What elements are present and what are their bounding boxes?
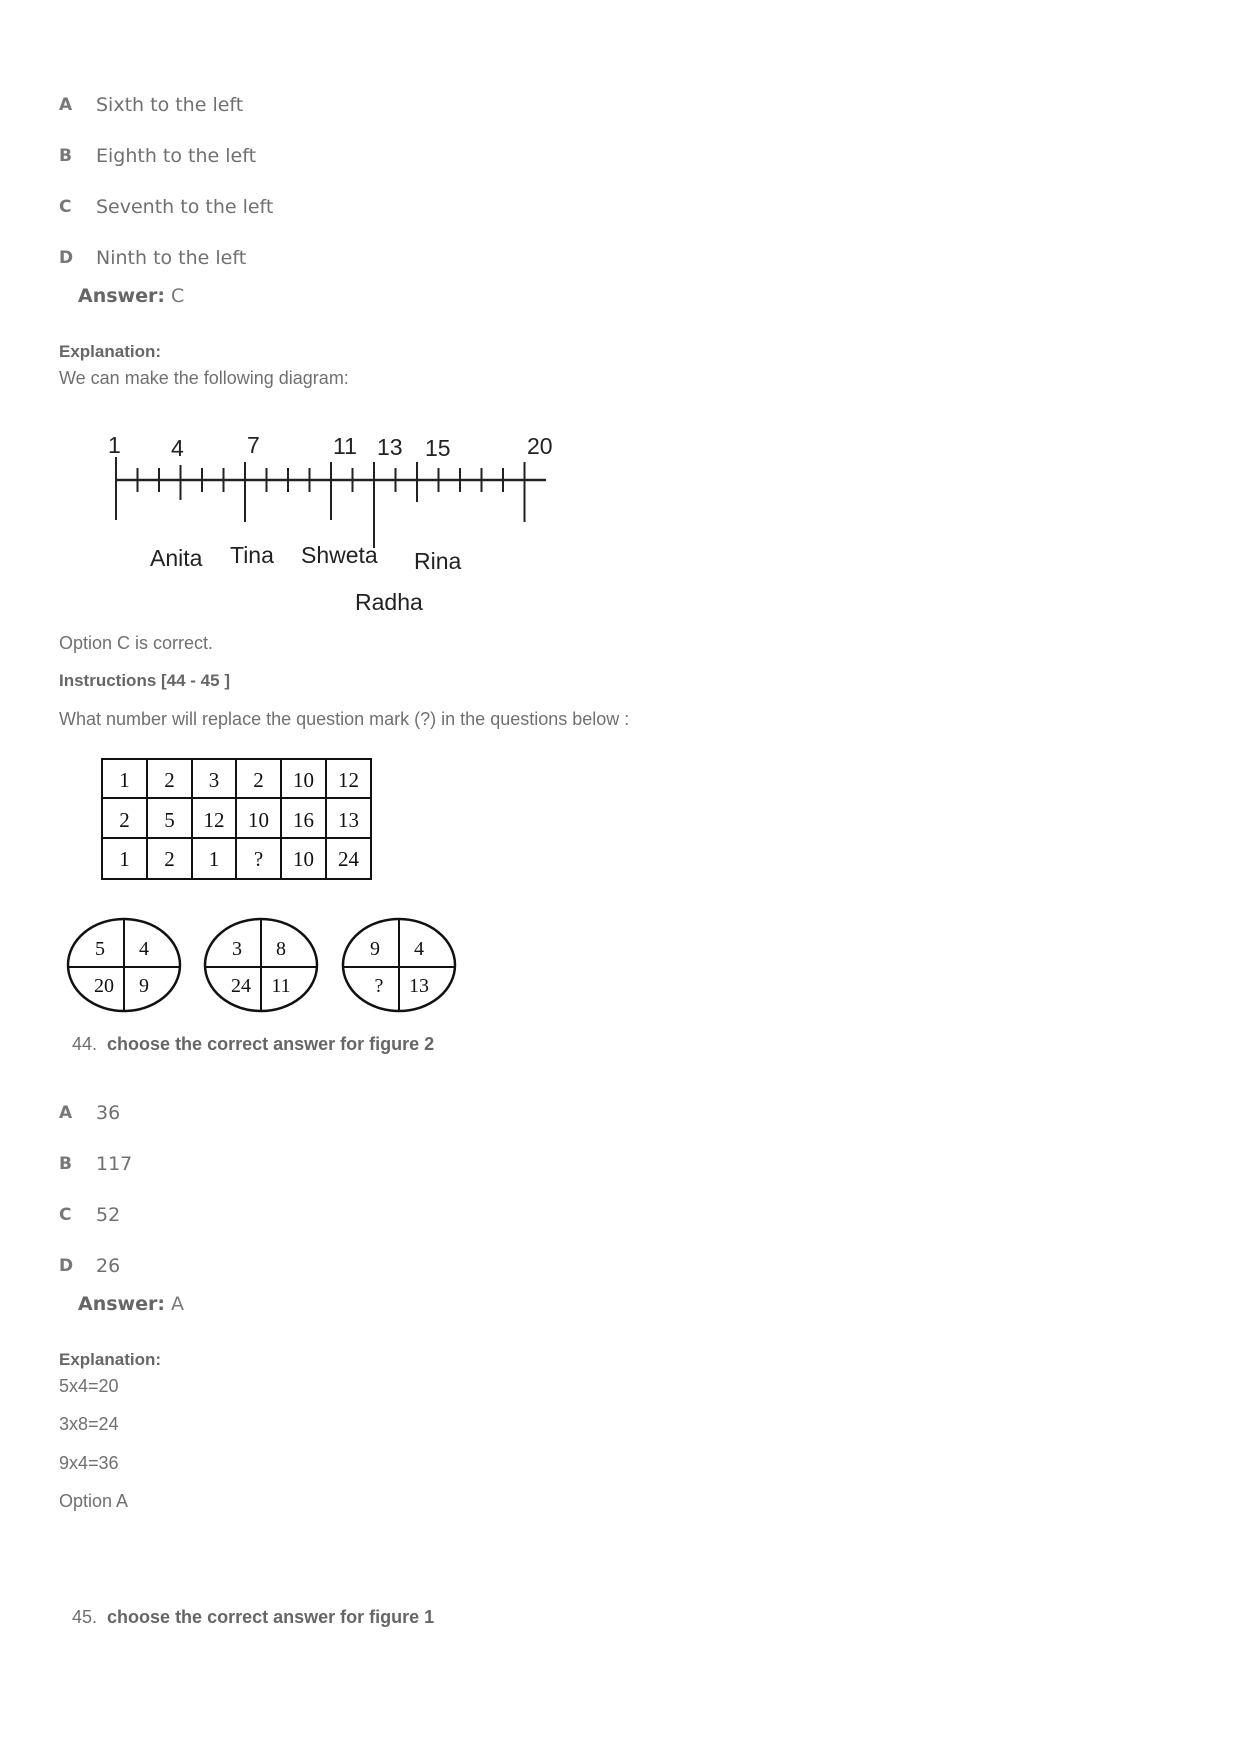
answer-value: A [171,1293,184,1315]
diagram-number: 15 [425,435,451,461]
option-text: Ninth to the left [96,247,247,269]
circle-value: 24 [231,975,251,997]
table-cell: 1 [119,768,130,792]
q44-explanation-line: 5x4=20 [59,1376,119,1396]
question-text: choose the correct answer for figure 1 [107,1607,435,1627]
table-cell: 1 [119,847,130,871]
instructions-title: Instructions [44 - 45 ] [59,671,230,690]
circle-value: 9 [370,938,380,960]
answer-label: Answer: [78,1293,165,1315]
option-text: 52 [96,1204,121,1226]
q43-answer [78,285,184,307]
option-text: Eighth to the left [96,145,257,167]
seating-diagram [95,420,595,620]
q44-explanation-line: 3x8=24 [59,1414,119,1434]
table-cell: 12 [203,808,225,832]
q43-explanation-label: Explanation: [59,342,162,361]
table-cell: ? [253,847,264,871]
q45-question [72,1607,434,1628]
table-cell: 16 [293,808,314,832]
option-letter: D [59,248,74,268]
table-cell: 2 [253,768,264,792]
instructions-text: What number will replace the question mark (?) in the questions below : [59,709,630,729]
table-cell: 2 [164,768,175,792]
circle-value: 20 [94,975,114,997]
q44-answer [78,1293,184,1315]
circle-value: 3 [232,938,242,960]
table-cell: 10 [293,847,314,871]
q43-conclusion: Option C is correct. [59,633,214,653]
table-cell: 3 [208,768,220,792]
option-text: 26 [96,1255,121,1277]
option-letter: D [59,1256,74,1276]
table-cell: 10 [248,808,269,832]
option-letter: B [59,146,72,166]
question-number: 44. [72,1034,98,1054]
table-cell: 13 [338,808,359,832]
question-number: 45. [72,1607,98,1627]
option-text: Sixth to the left [96,94,244,116]
diagram-name: Tina [230,542,274,568]
q44-explanation-line: 9x4=36 [59,1453,119,1473]
option-text: 36 [96,1102,121,1124]
circle-value: 4 [414,938,424,960]
table-cell: 2 [119,808,130,832]
diagram-number: 13 [377,434,403,460]
circle-value: 13 [409,975,429,997]
q44-question [72,1034,434,1055]
circle-value: 8 [276,938,286,960]
circle-value: ? [374,975,384,997]
diagram-number: 20 [527,433,553,459]
diagram-number: 7 [247,432,260,458]
option-letter: C [59,197,72,217]
circle-value: 4 [139,938,149,960]
question-text: choose the correct answer for figure 2 [107,1034,435,1054]
option-letter: C [59,1205,72,1225]
diagram-name: Radha [355,589,423,615]
q44-explanation-label: Explanation: [59,1350,162,1369]
diagram-name: Anita [150,545,203,571]
q43-explanation-intro: We can make the following diagram: [59,368,349,388]
option-letter: A [59,95,73,115]
option-text: Seventh to the left [96,196,274,218]
diagram-name: Rina [414,548,462,574]
table-cell: 2 [164,847,175,871]
table-cell: 5 [164,808,175,832]
table-cell: 24 [338,847,359,871]
circle-value: 11 [271,975,291,997]
answer-label: Answer: [78,285,165,307]
table-cell: 10 [293,768,314,792]
circle-value: 9 [139,975,149,997]
diagram-number: 11 [333,433,357,459]
option-letter: A [59,1103,73,1123]
figure-1-table [100,757,375,882]
table-cell: 1 [208,847,220,871]
answer-value: C [171,285,185,307]
figure-circle [68,919,180,1011]
diagram-number: 1 [108,432,121,458]
diagram-name: Shweta [301,542,378,568]
table-cell: 12 [338,768,359,792]
option-text: 117 [96,1153,133,1175]
figure-circle [343,919,455,1011]
option-letter: B [59,1154,72,1174]
circle-value: 5 [95,938,105,960]
figure-circle [205,919,317,1011]
figure-2-circles [62,915,462,1015]
diagram-number: 4 [171,435,184,461]
q44-explanation-line: Option A [59,1491,129,1511]
